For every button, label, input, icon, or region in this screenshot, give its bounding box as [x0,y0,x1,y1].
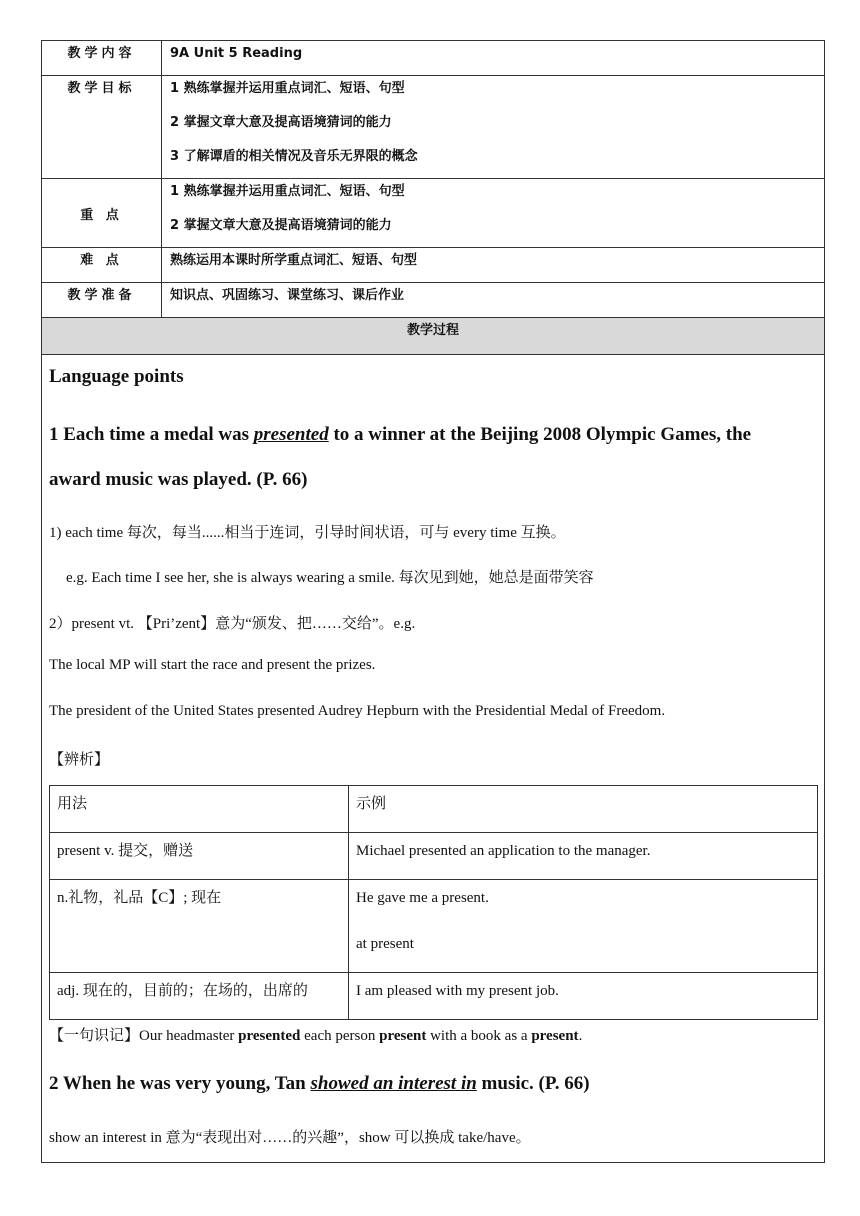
row-label-difficulties: 难 点 [42,248,162,283]
table-row [50,833,349,880]
difficulty-1: 熟练运用本课时所学重点词汇、短语、句型 [170,253,418,268]
goal-3: 3 了解谭盾的相关情况及音乐无界限的概念 [170,149,418,164]
row-label-goals: 教学目标 [42,76,162,179]
example-cell: He gave me a present. [356,890,489,906]
usage-cell: adj. 现在的，目前的；在场的，出席的 [57,983,308,999]
point-1-pre: 1 Each time a medal was [49,424,254,445]
point-1-keyword: presented [253,424,329,445]
row-value-preparation [162,283,825,318]
example-present-1: The local MP will start the race and present the prizes. [49,657,376,673]
memory-part: each person [300,1028,380,1044]
memory-label: 【一句识记】 [49,1028,140,1044]
memory-part: . [578,1028,583,1044]
example-header [349,786,818,833]
point-2 [49,1061,590,1106]
note-each-time: 1) each time 每次，每当......相当于连词，引导时间状语，可与 every time 互换。 [49,525,566,541]
memory-part: with a book as a [426,1028,532,1044]
memory-part: Our headmaster [139,1028,239,1044]
section-title: Language points [49,366,184,387]
goal-2: 2 掌握文章大意及提高语境猜词的能力 [170,115,392,130]
example-cell: at present [356,936,414,952]
example-each-time: e.g. Each time I see her, she is always wearing a smile. 每次见到她，她总是面带笑容 [66,570,594,586]
table-row [349,880,818,973]
usage-cell: present v. 提交，赠送 [57,843,194,859]
memory-sentence [49,1024,582,1045]
point-2-keyword: showed an interest in [310,1073,477,1094]
key-point-2: 2 掌握文章大意及提高语境猜词的能力 [170,218,392,233]
analysis-label: 【辨析】 [49,752,110,768]
point-2-post: music. (P. 66) [476,1073,590,1094]
note-show-interest: show an interest in 意为“表现出对……的兴趣”，show 可以换成 take/have。 [49,1130,531,1146]
goal-1: 1 熟练掌握并运用重点词汇、短语、句型 [170,81,405,96]
table-row [349,973,818,1020]
memory-part-bold: presented [238,1028,301,1044]
example-cell: I am pleased with my present job. [356,983,559,999]
table-row [50,973,349,1020]
row-value-key-points [162,179,825,248]
usage-header-text: 用法 [57,796,88,812]
row-value-goals [162,76,825,179]
row-label-preparation: 教学准备 [42,283,162,318]
key-point-1: 1 熟练掌握并运用重点词汇、短语、句型 [170,184,405,199]
point-1-line-1 [49,412,819,457]
point-2-pre: 2 When he was very young, Tan [49,1073,311,1094]
usage-header [50,786,349,833]
example-present-2: The president of the United States presented Audrey Hepburn with the Presidential Medal of Freedom. [49,703,666,719]
row-label-key-points: 重 点 [42,179,162,248]
preparation-1: 知识点、巩固练习、课堂练习、课后作业 [170,288,405,303]
example-header-text: 示例 [356,796,387,812]
usage-cell: n.礼物，礼品【C】; 现在 [57,890,222,906]
note-present: 2）present vt. 【Pri’zent】意为“颁发、把……交给”。e.g. [49,616,416,632]
memory-part-bold: present [379,1028,427,1044]
example-cell: Michael presented an application to the manager. [356,843,651,859]
point-1-line-2: award music was played. (P. 66) [49,469,308,490]
teaching-process-header: 教学过程 [42,318,825,355]
row-label-content: 教学内容 [42,41,162,76]
lesson-info-table [41,40,825,355]
usage-table [49,785,818,1020]
memory-part-bold: present [531,1028,579,1044]
row-value-difficulties [162,248,825,283]
lesson-title: 9A Unit 5 Reading [170,46,303,61]
table-row [349,833,818,880]
table-row [50,880,349,973]
point-1-post: to a winner at the Beijing 2008 Olympic Games, the [328,424,752,445]
row-value-content [162,41,825,76]
